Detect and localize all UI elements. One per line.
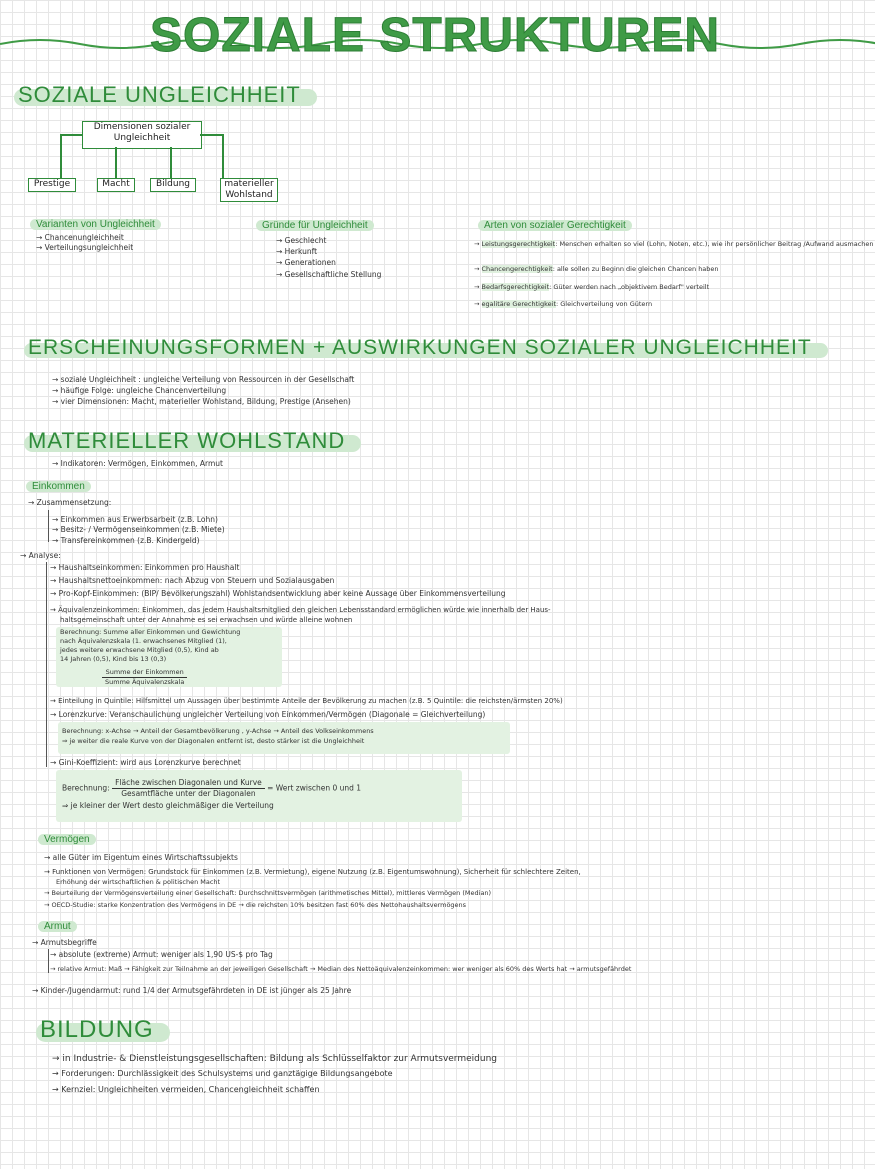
diagram-connector <box>115 147 117 178</box>
gini-note: ⇒ je kleiner der Wert desto gleichmäßiger die Verteilung <box>62 801 274 810</box>
einkommen-part: → Einkommen aus Erwerbsarbeit (z.B. Lohn) <box>52 515 218 525</box>
jugendarmut: → Kinder-/Jugendarmut: rund 1/4 der Armutsgefährdeten in DE ist jünger als 25 Jahre <box>32 986 351 996</box>
s2-item: → soziale Ungleichheit : ungleiche Verteilung von Ressourcen in der Gesellschaft <box>52 375 354 385</box>
label-einkommen: Einkommen <box>26 481 91 492</box>
bracket-line <box>48 510 49 542</box>
diagram-node-bildung: Bildung <box>150 178 196 192</box>
analyse-item: → Haushaltsnettoeinkommen: nach Abzug von Steuern und Sozialausgaben <box>50 576 334 586</box>
aequivalenz-line-2: haltsgemeinschaft unter der Annahme es sei erwachsen und würde alleine wohnen <box>60 616 353 624</box>
heading-erscheinungsformen: ERSCHEINUNGSFORMEN + AUSWIRKUNGEN SOZIALER UNGLEICHHEIT <box>28 336 822 360</box>
einkommen-zusammensetzung: → Zusammensetzung: <box>28 498 111 508</box>
varianten-item: → Chancenungleichheit <box>36 233 124 243</box>
vermoegen-item-cont: Erhöhung der wirtschaftlichen & politischen Macht <box>56 878 221 886</box>
analyse-item: → Haushaltseinkommen: Einkommen pro Haushalt <box>50 563 239 573</box>
armutsbegriffe: → Armutsbegriffe <box>32 938 97 948</box>
arten-item: → Leistungsgerechtigkeit: Menschen erhalten so viel (Lohn, Noten, etc.), wie ihr persönlicher Beitrag /Aufwand ausmachen <box>474 240 874 248</box>
gini-formula: Berechnung: $\frac{\text{Fläche zwischen Diagonalen und Kurve}}{\text{Gesamtfläche unter der Diagonalen}}$ = Wert zwischen 0 und 1 <box>62 778 362 798</box>
aequivalenz-line-1: → Äquivalenzeinkommen: Einkommen, das jedem Haushaltsmitglied den gleichen Lebensstandard ermöglichen würde wie innerhalb der Haus- <box>50 605 551 615</box>
arten-item: → egalitäre Gerechtigkeit: Gleichverteilung von Gütern <box>474 300 653 308</box>
diagram-node-materieller-wohlstand: materieller Wohlstand <box>220 178 278 202</box>
heading-materieller-wohlstand: MATERIELLER WOHLSTAND <box>28 428 355 454</box>
label-armut: Armut <box>38 921 77 932</box>
armut-item: → absolute (extreme) Armut: weniger als 1,90 US-$ pro Tag <box>50 950 273 960</box>
gruende-item: → Generationen <box>276 258 336 268</box>
berechnung-line: 14 Jahren (0,5), Kind bis 13 (0,3) <box>60 655 167 663</box>
bildung-item: → in Industrie- & Dienstleistungsgesellschaften: Bildung als Schlüsselfaktor zur Armutsvermeidung <box>52 1054 497 1064</box>
lorenz-berechnung: Berechnung: x-Achse → Anteil der Gesamtbevölkerung , y-Achse → Anteil des Volkseinkommens <box>62 727 374 735</box>
diagram-node-macht: Macht <box>97 178 135 192</box>
label-varianten: Varianten von Ungleichheit <box>30 219 161 230</box>
gruende-item: → Gesellschaftliche Stellung <box>276 270 381 280</box>
diagram-node-prestige: Prestige <box>28 178 76 192</box>
heading-soziale-ungleichheit: SOZIALE UNGLEICHHEIT <box>18 82 311 108</box>
gini-koeffizient: → Gini-Koeffizient: wird aus Lorenzkurve berechnet <box>50 758 241 768</box>
analyse-item: → Pro-Kopf-Einkommen: (BIP/ Bevölkerungszahl) Wohlstandsentwicklung aber keine Aussage über Einkommensverteilung <box>50 589 505 599</box>
lorenzkurve: → Lorenzkurve: Veranschaulichung ungleicher Verteilung von Einkommen/Vermögen (Diagonale = Gleichverteilung) <box>50 710 485 720</box>
vermoegen-item: → alle Güter im Eigentum eines Wirtschaftssubjekts <box>44 853 238 863</box>
berechnung-line: Berechnung: Summe aller Einkommen und Gewichtung <box>60 628 241 636</box>
diagram-root-box: Dimensionen sozialer Ungleichheit <box>82 121 202 149</box>
vermoegen-item: → Funktionen von Vermögen: Grundstock für Einkommen (z.B. Vermietung), eigene Nutzung (z.B. Eigentumswohnung), Sicherheit für schlechtere Zeiten, <box>44 867 581 877</box>
armut-item: → relative Armut: Maß → Fähigkeit zur Teilnahme an der jeweiligen Gesellschaft → Median des Nettoäquivalenzeinkommen: wer weniger als 60% des Werts hat → armutsgefährdet <box>50 965 631 974</box>
lorenz-note: ⇒ je weiter die reale Kurve von der Diagonalen entfernt ist, desto stärker ist die Ungleichheit <box>62 737 365 745</box>
berechnung-line: nach Äquivalenzskala (1. erwachsenes Mitglied (1), <box>60 637 227 645</box>
arten-item: → Bedarfsgerechtigkeit: Güter werden nach „objektivem Bedarf" verteilt <box>474 283 710 291</box>
indikatoren: → Indikatoren: Vermögen, Einkommen, Armut <box>52 459 223 469</box>
diagram-connector <box>222 134 224 178</box>
varianten-item: → Verteilungsungleichheit <box>36 243 133 253</box>
diagram-connector <box>200 134 222 136</box>
bildung-item: → Kernziel: Ungleichheiten vermeiden, Chancengleichheit schaffen <box>52 1085 320 1095</box>
diagram-connector <box>60 134 82 136</box>
einkommen-analyse: → Analyse: <box>20 551 61 561</box>
einkommen-part: → Transfereinkommen (z.B. Kindergeld) <box>52 536 200 546</box>
bracket-line <box>48 949 49 973</box>
diagram-connector <box>170 147 172 178</box>
arten-item: → Chancengerechtigkeit: alle sollen zu Beginn die gleichen Chancen haben <box>474 265 719 273</box>
aequivalenz-formula: $\frac{\text{Summe der Einkommen}}{\text{Summe Äquivalenzskala}}$ <box>102 668 187 687</box>
label-gruende: Gründe für Ungleichheit <box>256 220 374 231</box>
s2-item: → vier Dimensionen: Macht, materieller Wohlstand, Bildung, Prestige (Ansehen) <box>52 397 351 407</box>
label-vermoegen: Vermögen <box>38 834 96 845</box>
bracket-line <box>46 562 47 767</box>
gruende-item: → Geschlecht <box>276 236 326 246</box>
vermoegen-item: → OECD-Studie: starke Konzentration des Vermögens in DE → die reichsten 10% besitzen fast 60% des Nettohaushaltsvermögens <box>44 901 466 910</box>
quintile: → Einteilung in Quintile: Hilfsmittel um Aussagen über bestimmte Anteile der Bevölkerung zu machen (z.B. 5 Quintile: die reichsten/ärmsten 20%) <box>50 696 563 706</box>
einkommen-part: → Besitz- / Vermögenseinkommen (z.B. Miete) <box>52 525 225 535</box>
bildung-item: → Forderungen: Durchlässigkeit des Schulsystems und ganztägige Bildungsangebote <box>52 1069 393 1079</box>
diagram-connector <box>60 134 62 178</box>
vermoegen-item: → Beurteilung der Vermögensverteilung einer Gesellschaft: Durchschnittsvermögen (arithmetisches Mittel), mittleres Vermögen (Median) <box>44 889 491 898</box>
heading-bildung: BILDUNG <box>40 1016 164 1044</box>
s2-item: → häufige Folge: ungleiche Chancenverteilung <box>52 386 226 396</box>
gruende-item: → Herkunft <box>276 247 317 257</box>
label-arten: Arten von sozialer Gerechtigkeit <box>478 220 632 231</box>
page-title: SOZIALE STRUKTUREN <box>150 9 720 62</box>
berechnung-line: jedes weitere erwachsene Mitglied (0,5), Kind ab <box>60 646 219 654</box>
